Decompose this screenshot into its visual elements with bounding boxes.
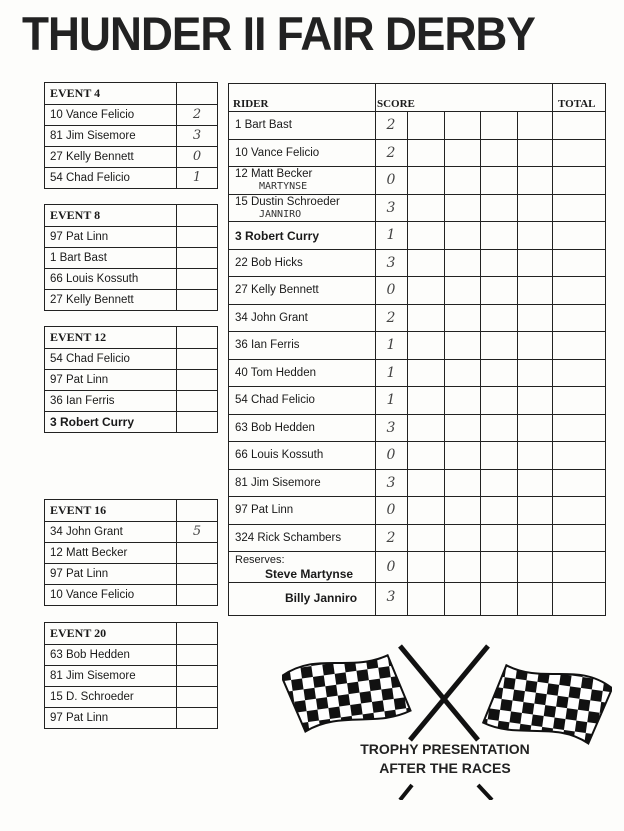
rider-name: 1 Bart Bast [235,119,292,131]
entry-rider: 81 Jim Sisemore [45,126,177,146]
event-entry-row [45,644,217,665]
entry-score [177,543,217,563]
event-table [44,622,218,729]
event-table [44,499,218,606]
event-entry-row [45,665,217,686]
rider-name: 12 Matt Becker [235,168,313,180]
reserve-row [229,552,605,583]
rider-row [229,442,605,470]
reserve-rider-score: 3 [386,589,396,605]
event-entry-row [45,563,217,584]
rider-score: 2 [386,144,396,161]
rider-row [229,112,605,140]
rider-score: 1 [386,392,396,408]
event-entry-row [45,247,217,268]
reserves-label: Reserves: [235,554,285,566]
event-header-row [45,327,217,348]
reserve-rider-score: 0 [386,559,396,575]
rider-score: 3 [386,474,396,491]
entry-rider: 34 John Grant [45,522,177,542]
event-header-score [177,327,217,348]
trophy-notice [300,740,590,778]
event-table [44,326,218,433]
event-label: EVENT 8 [45,205,177,226]
event-header-score [177,205,217,226]
entry-rider: 63 Bob Hedden [45,645,177,665]
rider-score: 3 [386,419,396,436]
rider-name: 10 Vance Felicio [235,146,320,159]
entry-score [177,290,217,310]
entry-rider: 10 Vance Felicio [45,585,177,605]
entry-score [177,708,217,728]
rider-name: 36 Ian Ferris [235,339,300,351]
rider-name: 40 Tom Hedden [235,366,316,379]
entry-rider: 54 Chad Felicio [45,349,177,369]
event-entry-row [45,411,217,432]
entry-score [177,666,217,686]
rider-score: 0 [386,282,396,298]
col-divider [407,112,408,615]
rider-row [229,305,605,333]
event-label: EVENT 20 [45,623,177,644]
entry-rider: 12 Matt Becker [45,543,177,563]
page-title: THUNDER II FAIR DERBY [22,7,535,60]
entry-score [177,585,217,605]
col-divider [552,84,553,615]
rider-row [229,250,605,278]
rider-name: 22 Bob Hicks [235,256,303,269]
score-header: SCORE [377,98,415,110]
entry-rider: 10 Vance Felicio [45,105,177,125]
rider-row [229,387,605,415]
entry-rider: 1 Bart Bast [45,248,177,268]
rider-name: 66 Louis Kossuth [235,449,324,461]
rider-score: 3 [386,199,396,216]
rider-header: RIDER [233,98,269,110]
entry-score [177,227,217,247]
entry-score [177,370,217,390]
handwritten-note: MARTYNSE [259,181,308,192]
rider-name: 97 Pat Linn [235,504,294,516]
rider-score: 2 [386,309,396,326]
entry-rider: 81 Jim Sisemore [45,666,177,686]
rider-row [229,525,605,553]
entry-rider: 97 Pat Linn [45,227,177,247]
entry-score: 5 [192,524,202,539]
event-entry-row [45,521,217,542]
rider-score: 1 [386,364,396,381]
rider-score: 2 [386,529,396,546]
rider-row [229,497,605,525]
event-entry-row [45,390,217,411]
rider-name: 54 Chad Felicio [235,394,315,406]
event-entry-row [45,289,217,310]
entry-rider: 66 Louis Kossuth [45,269,177,289]
reserve-rider-name: Steve Martynse [265,567,354,581]
col-divider [444,112,445,615]
rider-score: 3 [386,254,396,271]
event-entry-row [45,542,217,563]
event-header-row [45,500,217,521]
event-entry-row [45,146,217,167]
reserve-row [229,583,605,613]
rider-score: 2 [386,117,396,133]
event-entry-row [45,104,217,125]
rider-row [229,360,605,388]
rider-name: 81 Jim Sisemore [235,476,321,489]
rider-score: 0 [386,172,396,188]
rider-name: 3 Robert Curry [235,229,320,243]
grid-header [229,84,605,112]
entry-rider: 97 Pat Linn [45,708,177,728]
event-header-row [45,205,217,226]
entry-score: 0 [192,149,202,164]
rider-name: 34 John Grant [235,311,308,324]
handwritten-note: JANNIRO [259,208,302,220]
rider-row [229,167,605,195]
entry-score [177,391,217,411]
event-header-score [177,83,217,104]
entry-rider: 97 Pat Linn [45,564,177,584]
rider-name: 15 Dustin Schroeder [235,195,340,208]
col-divider [375,84,376,615]
event-label: EVENT 4 [45,83,177,104]
event-entry-row [45,125,217,146]
rider-row [229,222,605,250]
col-divider [517,112,518,615]
event-header-score [177,623,217,644]
rider-row [229,140,605,168]
rider-row [229,277,605,305]
event-header-score [177,500,217,521]
rider-name: 324 Rick Schambers [235,531,342,544]
entry-rider: 97 Pat Linn [45,370,177,390]
reserve-rider-name: Billy Janniro [285,591,358,605]
rider-score: 1 [386,227,396,243]
entry-rider: 27 Kelly Bennett [45,147,177,167]
event-entry-row [45,167,217,188]
entry-score [177,349,217,369]
entry-score: 1 [192,170,202,185]
rider-name: 63 Bob Hedden [235,421,315,434]
entry-rider: 54 Chad Felicio [45,168,177,188]
event-header-row [45,623,217,644]
entry-score: 2 [192,107,202,122]
event-entry-row [45,348,217,369]
rider-row [229,470,605,498]
event-entry-row [45,686,217,707]
entry-score [177,687,217,707]
event-table [44,204,218,311]
event-entry-row [45,584,217,605]
event-label: EVENT 12 [45,327,177,348]
entry-rider: 36 Ian Ferris [45,391,177,411]
rider-score: 1 [386,337,396,353]
rider-row [229,195,605,223]
entry-rider: 27 Kelly Bennett [45,290,177,310]
event-table [44,82,218,189]
entry-score: 3 [192,128,202,143]
event-entry-row [45,369,217,390]
col-divider [480,112,481,615]
entry-score [177,645,217,665]
rider-score: 0 [386,502,396,518]
event-entry-row [45,226,217,247]
entry-rider: 3 Robert Curry [45,412,177,432]
entry-score [177,564,217,584]
rider-row [229,415,605,443]
rider-row [229,332,605,360]
entry-score [177,269,217,289]
event-entry-row [45,268,217,289]
rider-name: 27 Kelly Bennett [235,284,319,296]
event-entry-row [45,707,217,728]
trophy-line-2: AFTER THE RACES [379,760,511,776]
entry-rider: 15 D. Schroeder [45,687,177,707]
rider-score: 0 [386,447,396,463]
rider-score-grid [228,83,606,616]
entry-score [177,248,217,268]
event-header-row [45,83,217,104]
event-label: EVENT 16 [45,500,177,521]
total-header: TOTAL [558,98,596,110]
entry-score [177,412,217,432]
trophy-line-1: TROPHY PRESENTATION [360,741,530,757]
